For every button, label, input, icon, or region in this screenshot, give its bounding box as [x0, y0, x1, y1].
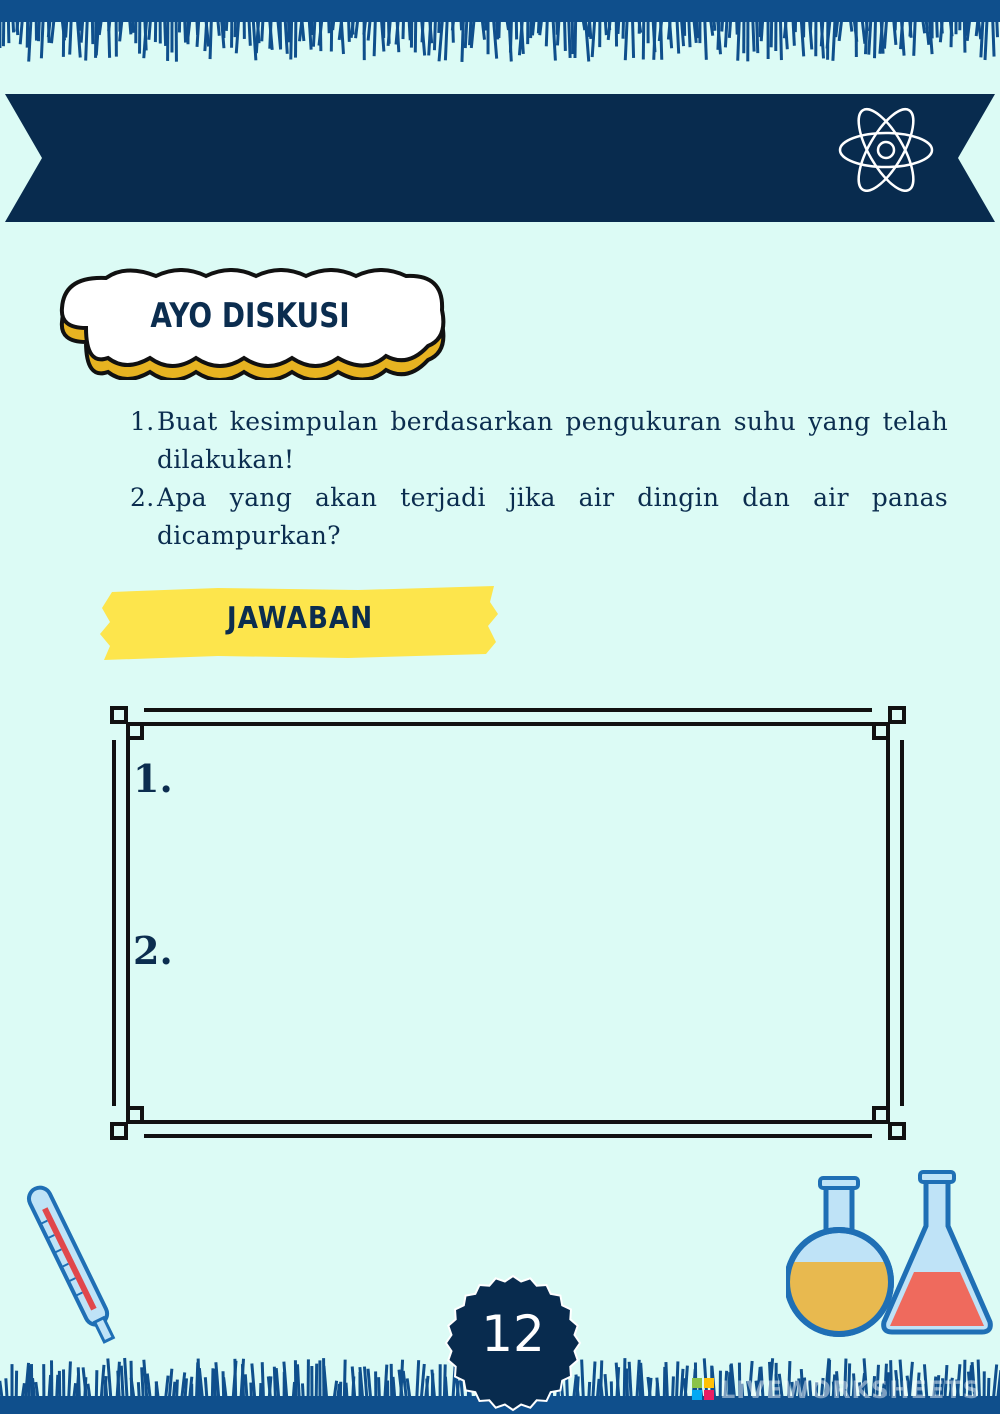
- grass-border-top: [0, 0, 1000, 62]
- answer-label: JAWABAN: [226, 601, 374, 636]
- round-flask-icon: [787, 1178, 891, 1334]
- watermark-text: LIVEWORKSHEETS: [720, 1376, 981, 1404]
- lab-flasks-illustration: [786, 1170, 996, 1340]
- atom-icon: [834, 98, 938, 192]
- answer-number-1: 1.: [133, 756, 173, 801]
- question-text: Buat kesimpulan berdasarkan pengukuran suhu yang telah dilakukan!: [157, 407, 948, 474]
- question-text: Apa yang akan terjadi jika air dingin dan air panas dicampurkan?: [157, 483, 948, 550]
- question-item: [130, 479, 948, 555]
- section-title: AYO DISKUSI: [150, 296, 350, 336]
- question-number: 2.: [130, 483, 155, 512]
- erlenmeyer-flask-icon: [884, 1172, 991, 1332]
- page-number: 12: [481, 1305, 545, 1363]
- answer-box[interactable]: [110, 706, 906, 1140]
- answer-number-2: 2.: [133, 928, 173, 973]
- question-list: [130, 403, 948, 555]
- thermometer-icon: [22, 1174, 122, 1350]
- liveworksheets-logo-icon: [692, 1378, 714, 1400]
- question-number: 1.: [130, 407, 155, 436]
- question-item: [130, 403, 948, 479]
